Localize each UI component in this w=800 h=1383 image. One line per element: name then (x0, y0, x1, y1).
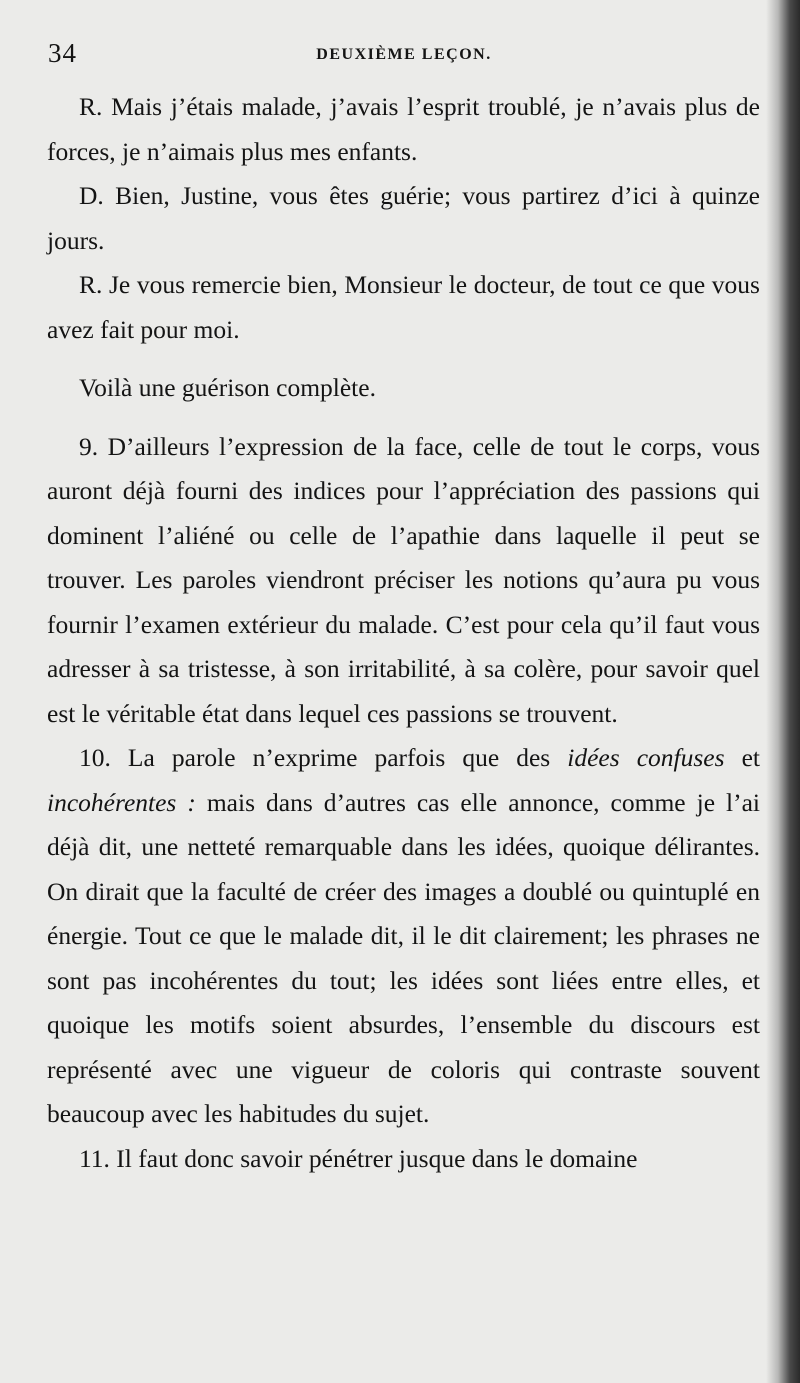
running-title: DEUXIÈME LEÇON. (316, 46, 492, 63)
dialogue-response-1: R. Mais j’étais malade, j’avais l’esprit troublé, je n’avais plus de forces, je n’aimais plus mes enfants. (47, 92, 760, 166)
paragraph-11: 11. Il faut donc savoir pénétrer jusque dans le domaine (79, 1143, 638, 1173)
paragraph-10 (47, 736, 760, 1137)
page-header (48, 38, 760, 78)
conclusion-line: Voilà une guérison complète. (79, 373, 376, 402)
page-number: 34 (48, 38, 77, 68)
dialogue-response-2: R. Je vous remercie bien, Monsieur le docteur, de tout ce que vous avez fait pour moi. (47, 270, 760, 344)
paragraph-10-start: 10. La parole n’exprime parfois que des (79, 743, 568, 772)
paragraph-10-end: mais dans d’autres cas elle annonce, comme je l’ai déjà dit, une netteté remarquable dans les idées, quoique délirantes. On dirait que la faculté de créer des images a doublé ou quintuplé en énergie. Tout ce que le malade dit, il le dit clairement; les phrases ne sont pas incohérentes du tout; les idées sont liées entre elles, et quoique les motifs soient absurdes, l’ensemble du discours est représenté avec une vigueur de coloris qui contraste souvent beaucoup avec les habitudes du sujet. (47, 787, 760, 1128)
dialogue-question: D. Bien, Justine, vous êtes guérie; vous partirez d’ici à quinze jours. (47, 181, 760, 255)
paragraph-9: 9. D’ailleurs l’expression de la face, celle de tout le corps, vous auront déjà fourni des indices pour l’appréciation des passions qui dominent l’aliéné ou celle de l’apathie dans laquelle il peut se trouver. Les paroles viendront préciser les notions qu’aura pu vous fournir l’examen extérieur du malade. C’est pour cela qu’il faut vous adresser à sa tristesse, à son irritabilité, à sa colère, pour savoir quel est le véritable état dans lequel ces passions se trouvent. (47, 431, 760, 728)
binding-shadow (766, 0, 800, 1383)
paragraph-10-mid: et (724, 743, 760, 772)
paragraph-10-emphasis-2: incohérentes : (47, 787, 196, 817)
paragraph-10-emphasis-1: idées confuses (567, 743, 725, 772)
page-body (47, 85, 760, 1181)
